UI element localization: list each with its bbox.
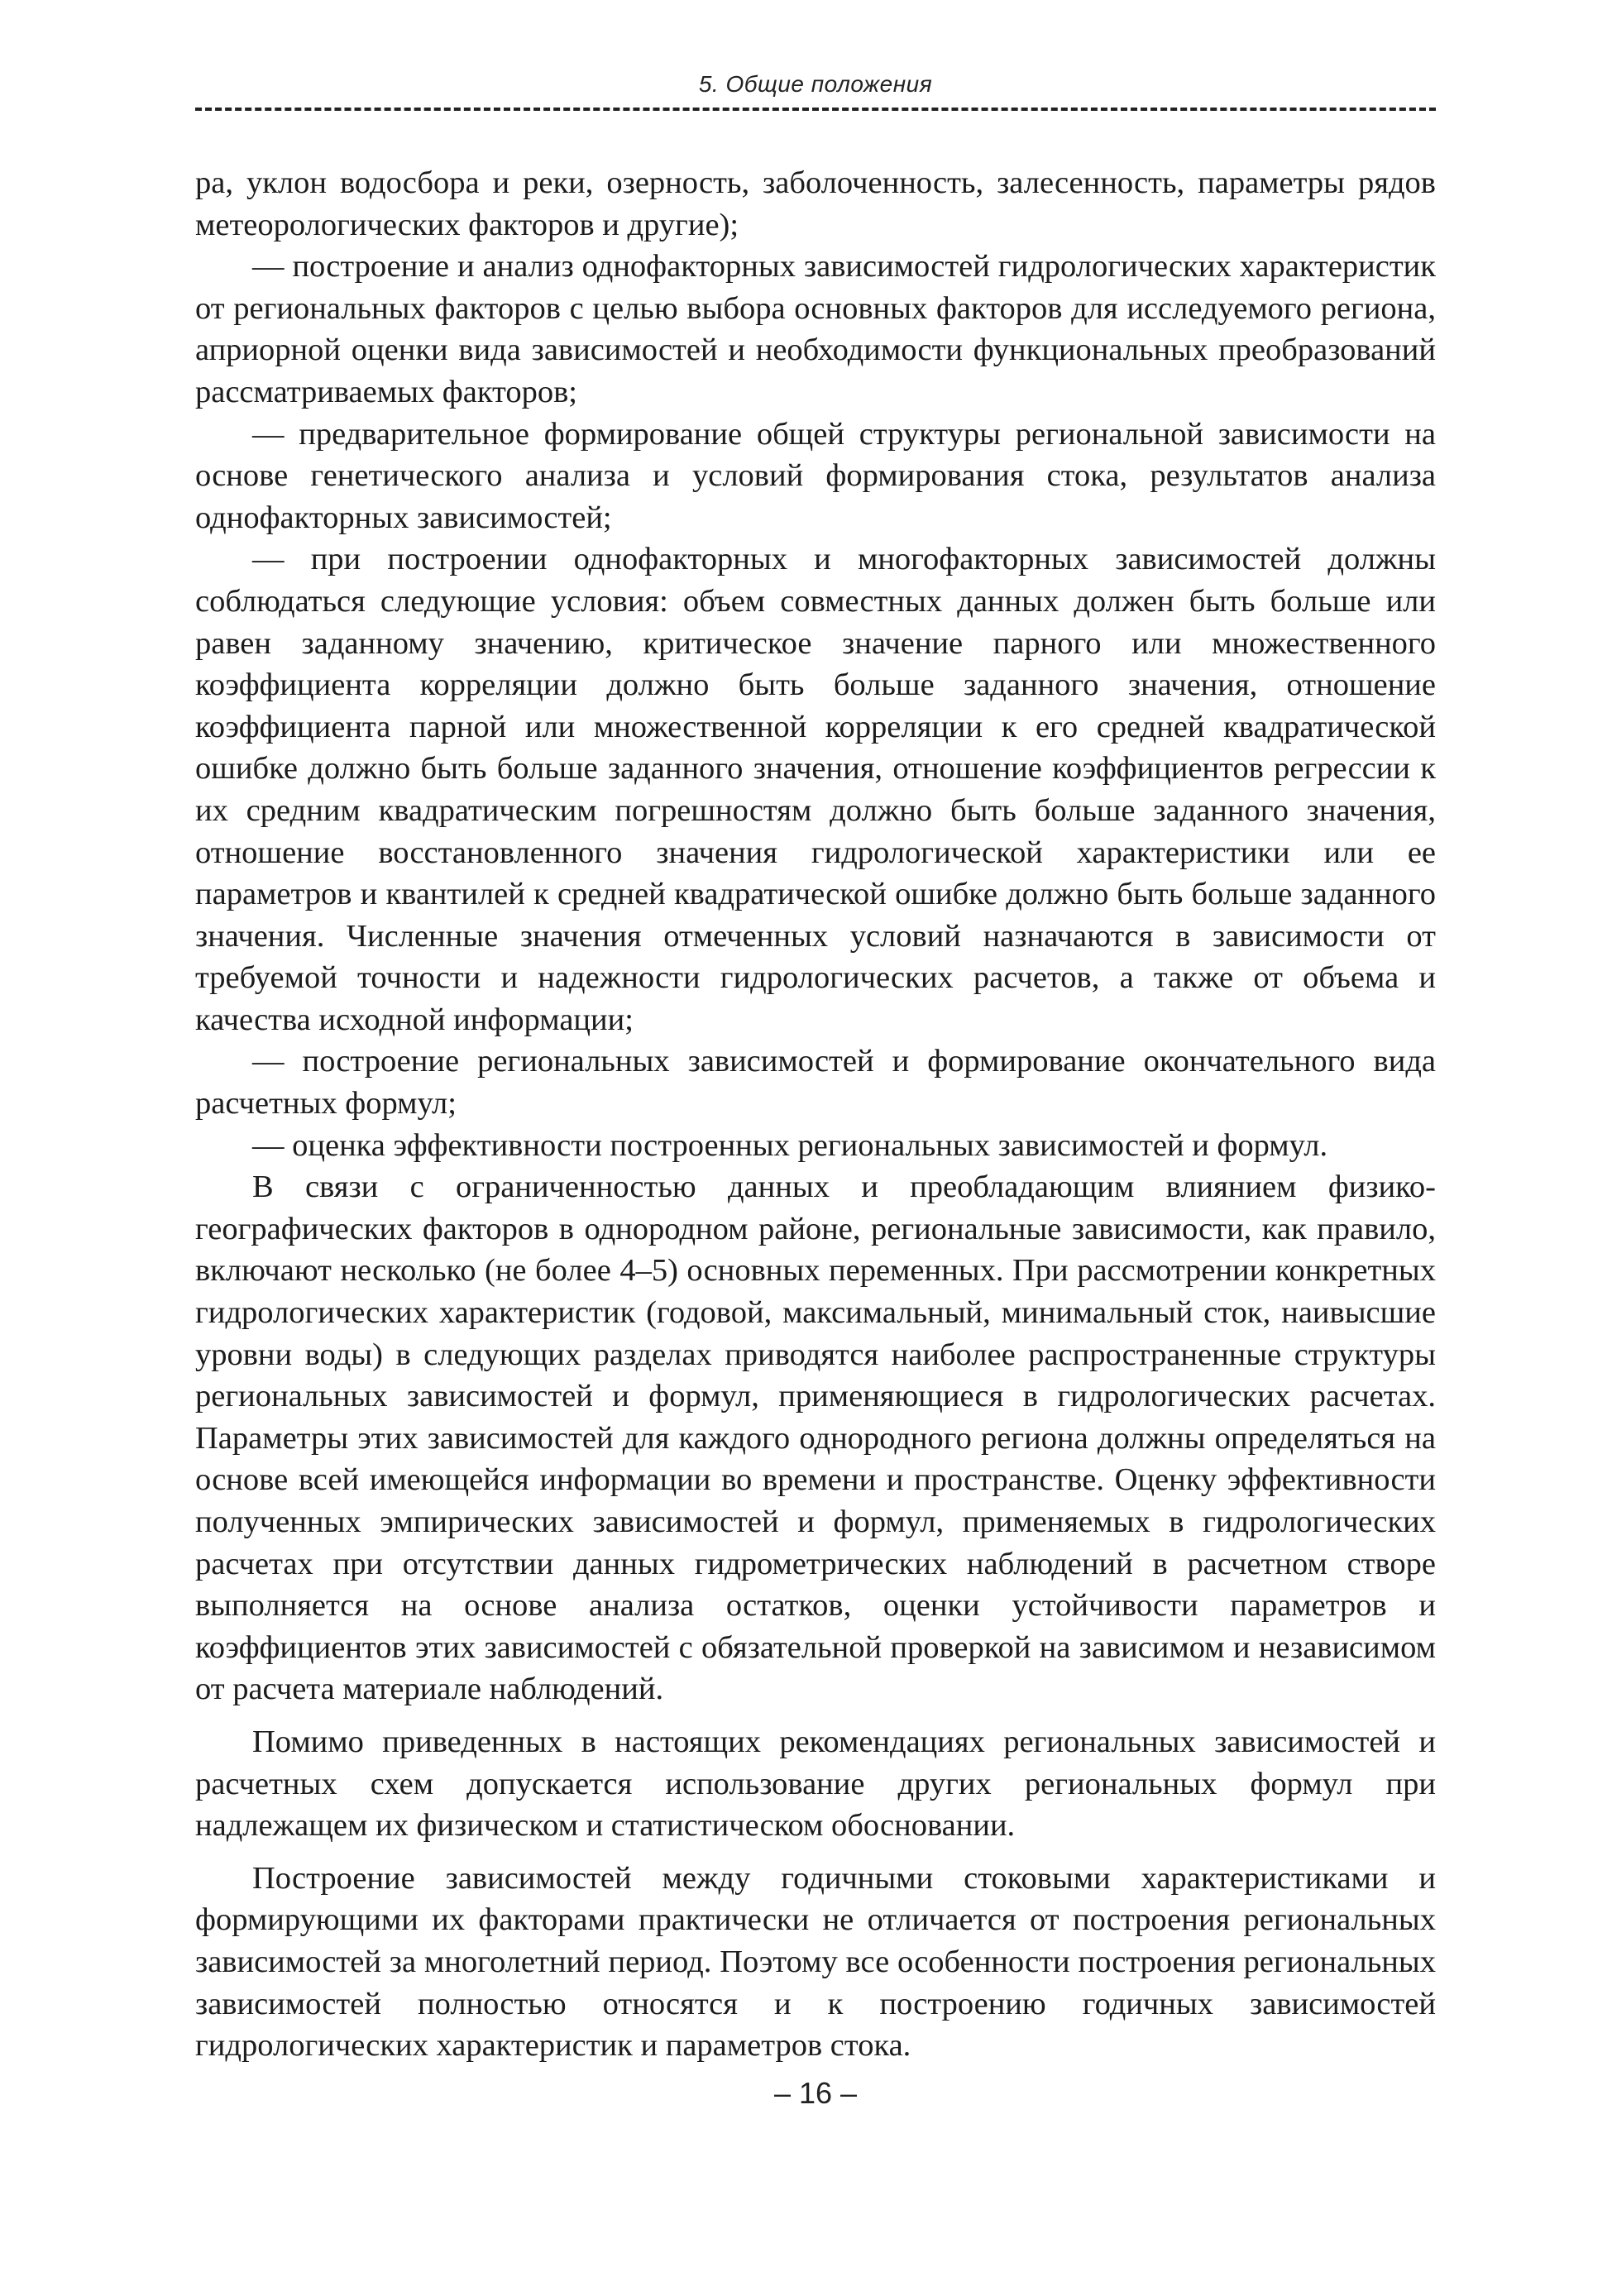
paragraph-limited-data: В связи с ограниченностью данных и преобладающим влиянием физико-географических факторов в однородном районе, региональные зависимости, как правило, включают несколько (не более 4–5) основных переменных. При рассмотрении конкретных гидрологических характеристик (годовой, максимальный, минимальный сток, наивысшие уровни воды) в следующих разделах приводятся наиболее распространенные структуры региональных зависимостей и формул, применяющиеся в гидрологических расчетах. Параметры этих зависимостей для каждого однородного региона должны определяться на основе всей имеющейся информации во времени и пространстве. Оценку эффективности полученных эмпирических зависимостей и формул, применяемых в гидрологических расчетах при отсутствии данных гидрометрических наблюдений в расчетном створе выполняется на основе анализа остатков, оценки устойчивости параметров и коэффициентов этих зависимостей с обязательной проверкой на зависимом и независимом от расчета материале наблюдений. <box>195 1170 1436 1707</box>
body-text <box>195 162 1436 2067</box>
paragraph-continuation: ра, уклон водосбора и реки, озерность, заболоченность, залесенность, параметры рядов метеорологических факторов и другие); <box>195 165 1436 242</box>
paragraph-annual-dependencies: Построение зависимостей между годичными стоковыми характеристиками и формирующими их факторами практически не отличается от построения региональных зависимостей за многолетний период. Поэтому все особенности построения региональных зависимостей полностью относятся и к построению годичных зависимостей гидрологических характеристик и параметров стока. <box>195 1860 1436 2064</box>
page-number: – 16 – <box>773 2076 858 2110</box>
list-item-conditions: — при построении однофакторных и многофакторных зависимостей должны соблюдаться следующие условия: объем совместных данных должен быть больше или равен заданному значению, критическое значение парного или множественного коэффициента корреляции должно быть больше заданного значения, отношение коэффициента парной или множественной корреляции к его средней квадратической ошибке должно быть больше заданного значения, отношение коэффициентов регрессии к их средним квадратическим погрешностям должно быть больше заданного значения, отношение восстановленного значения гидрологической характеристики или ее параметров и квантилей к средней квадратической ошибке должно быть больше заданного значения. Численные значения отмеченных условий назначаются в зависимости от требуемой точности и надежности гидрологических расчетов, а также от объема и качества исходной информации; <box>195 542 1436 1037</box>
list-item-single-factor: — построение и анализ однофакторных зависимостей гидрологических характеристик от региональных факторов с целью выбора основных факторов для исследуемого региона, априорной оценки вида зависимостей и необходимости функциональных преобразований рассматриваемых факторов; <box>195 249 1436 409</box>
running-header: 5. Общие положения <box>698 71 933 97</box>
list-item-efficiency: — оценка эффективности построенных региональных зависимостей и формул. <box>252 1127 1328 1163</box>
paragraph-other-formulas: Помимо приведенных в настоящих рекомендациях региональных зависимостей и расчетных схем допускается использование других региональных формул при надлежащем их физическом и статистическом обосновании. <box>195 1724 1436 1844</box>
list-item-general-structure: — предварительное формирование общей структуры региональной зависимости на основе генетического анализа и условий формирования стока, результатов анализа однофакторных зависимостей; <box>195 416 1436 535</box>
list-item-final-formulas: — построение региональных зависимостей и формирование окончательного вида расчетных формул; <box>195 1044 1436 1122</box>
header-dashed-rule <box>195 108 1436 111</box>
